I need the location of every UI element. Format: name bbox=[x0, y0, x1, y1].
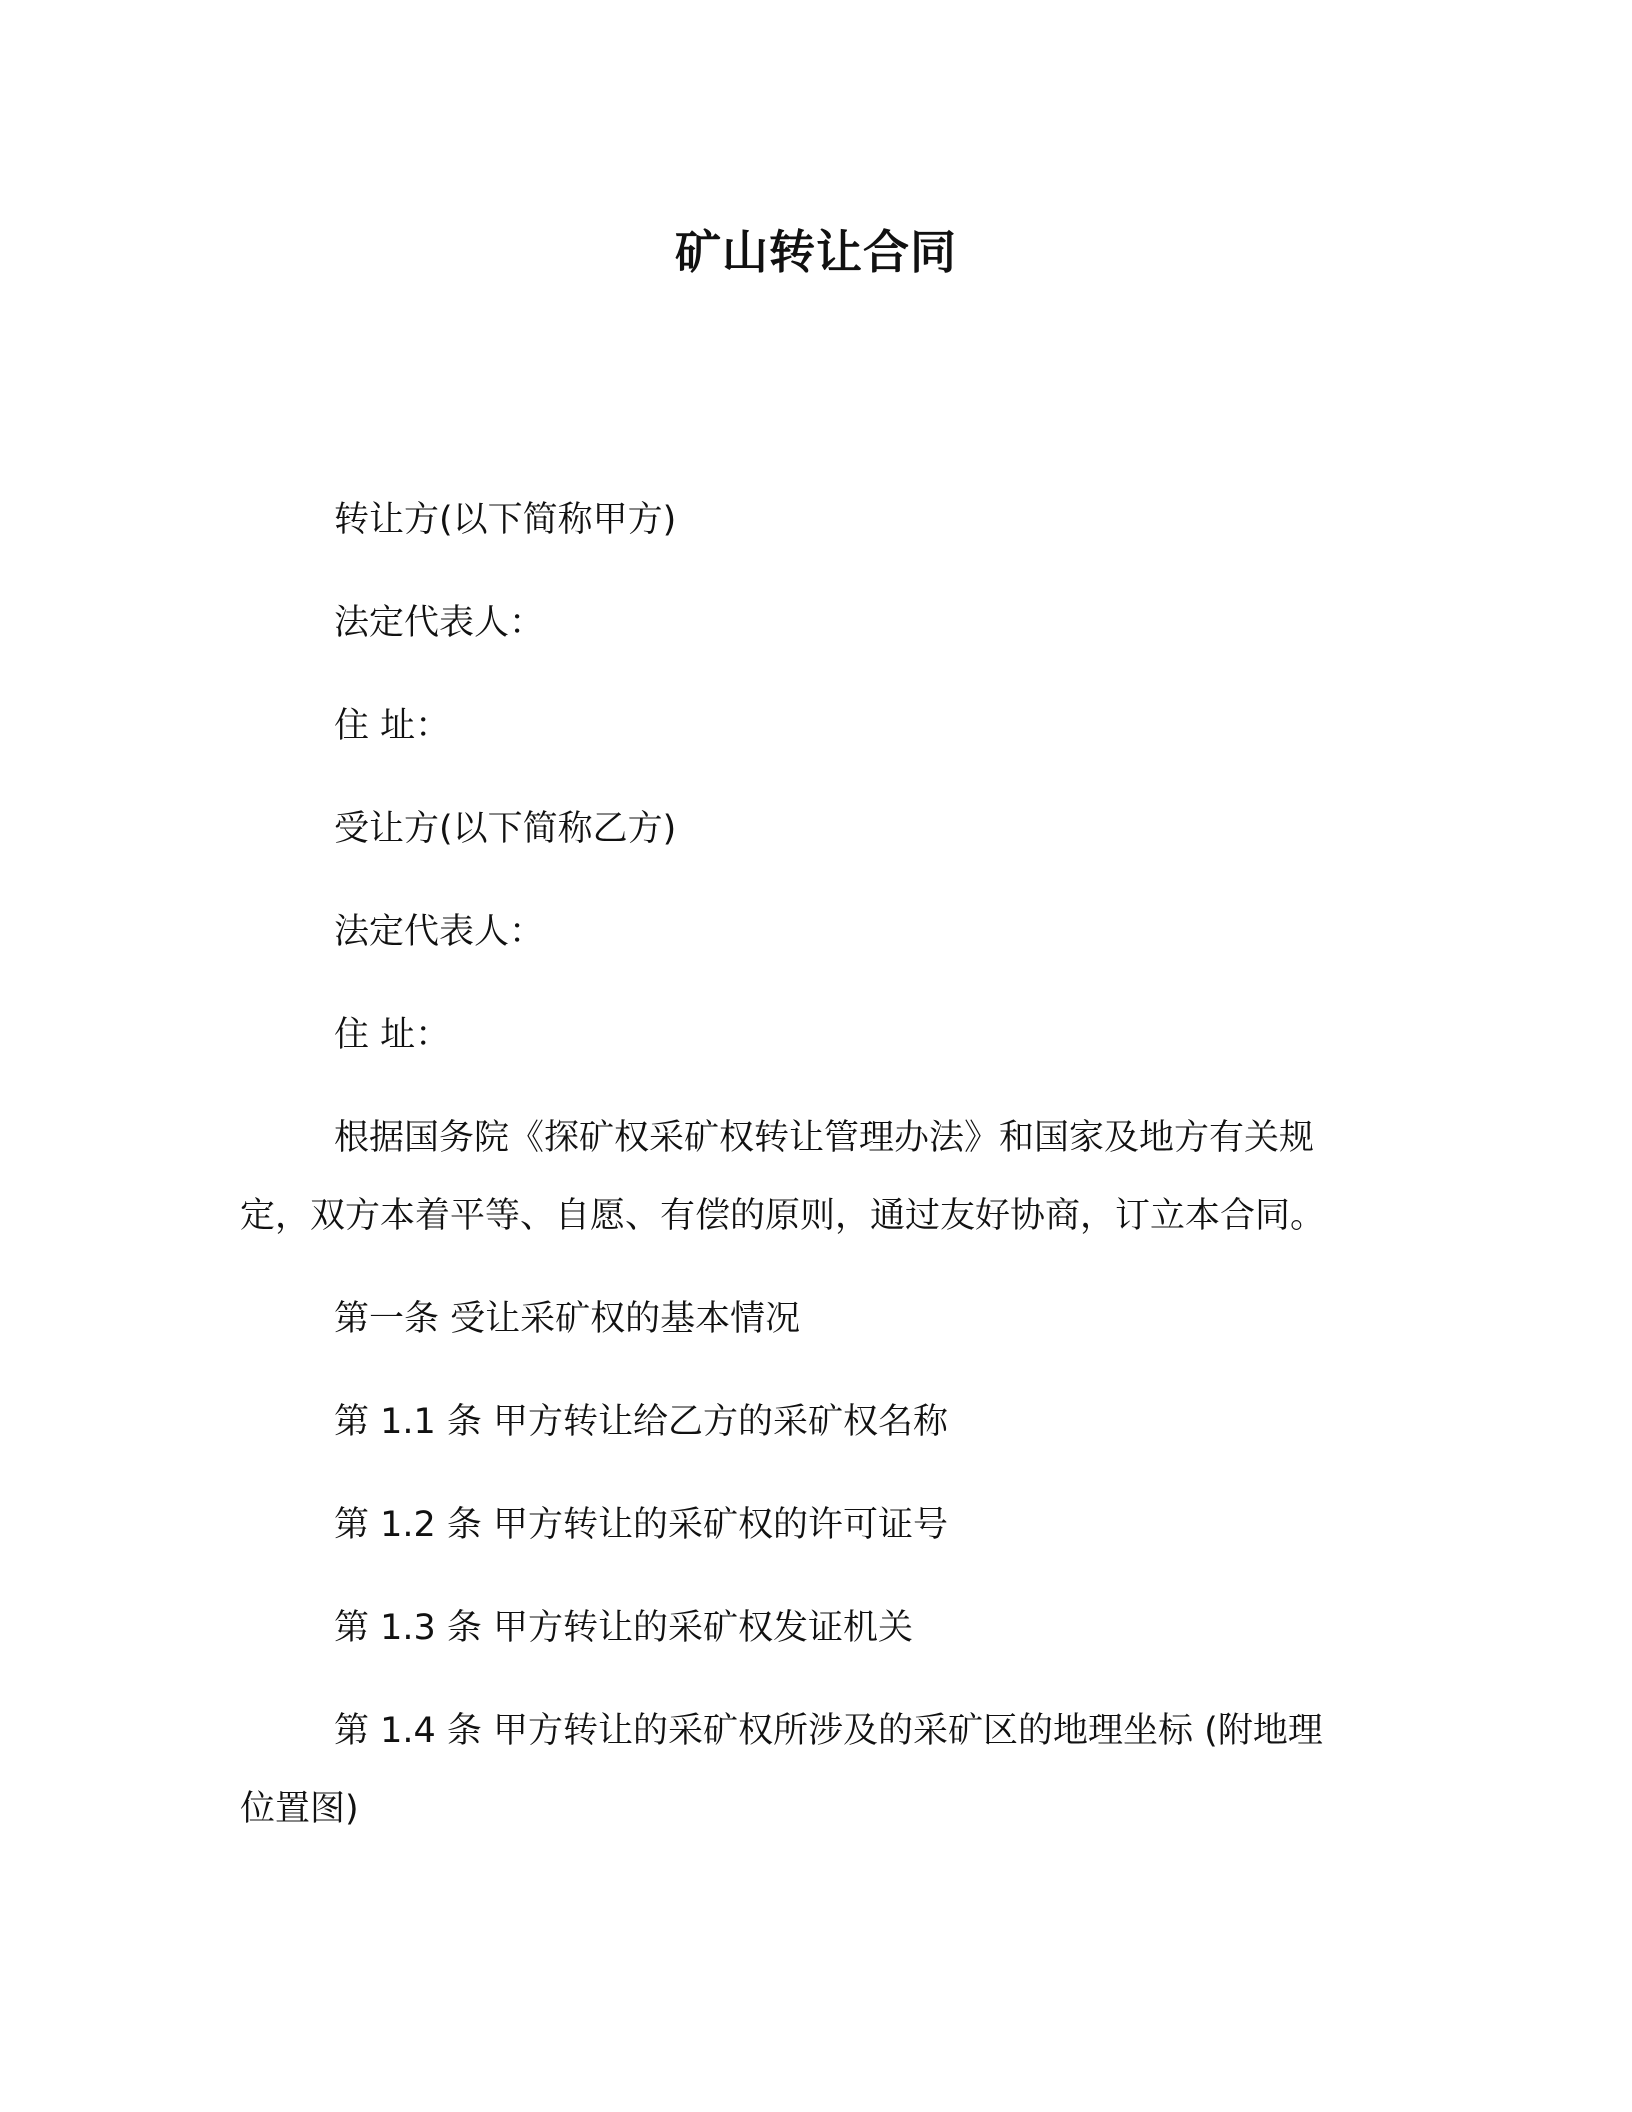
party-a-legal-rep: 法定代表人： bbox=[334, 603, 545, 643]
clause-1-4-line-1: 第 1.4 条 甲方转让的采矿权所涉及的采矿区的地理坐标 (附地理 bbox=[334, 1711, 1323, 1751]
party-a-address: 住 址： bbox=[334, 706, 451, 746]
clause-1-3: 第 1.3 条 甲方转让的采矿权发证机关 bbox=[334, 1608, 914, 1648]
preamble-line-1: 根据国务院《探矿权采矿权转让管理办法》和国家及地方有关规 bbox=[334, 1118, 1315, 1158]
preamble-line-2: 定，双方本着平等、自愿、有偿的原则，通过友好协商，订立本合同。 bbox=[240, 1196, 1326, 1236]
clause-1-4-line-2: 位置图) bbox=[240, 1789, 359, 1829]
party-b-legal-rep: 法定代表人： bbox=[334, 912, 545, 952]
clause-1-1: 第 1.1 条 甲方转让给乙方的采矿权名称 bbox=[334, 1402, 949, 1442]
party-a-heading: 转让方(以下简称甲方) bbox=[334, 500, 677, 540]
party-b-address: 住 址： bbox=[334, 1015, 451, 1055]
party-b-heading: 受让方(以下简称乙方) bbox=[334, 809, 677, 849]
article-1-heading: 第一条 受让采矿权的基本情况 bbox=[334, 1299, 801, 1339]
clause-1-2: 第 1.2 条 甲方转让的采矿权的许可证号 bbox=[334, 1505, 949, 1545]
document-title: 矿山转让合同 bbox=[675, 225, 957, 279]
